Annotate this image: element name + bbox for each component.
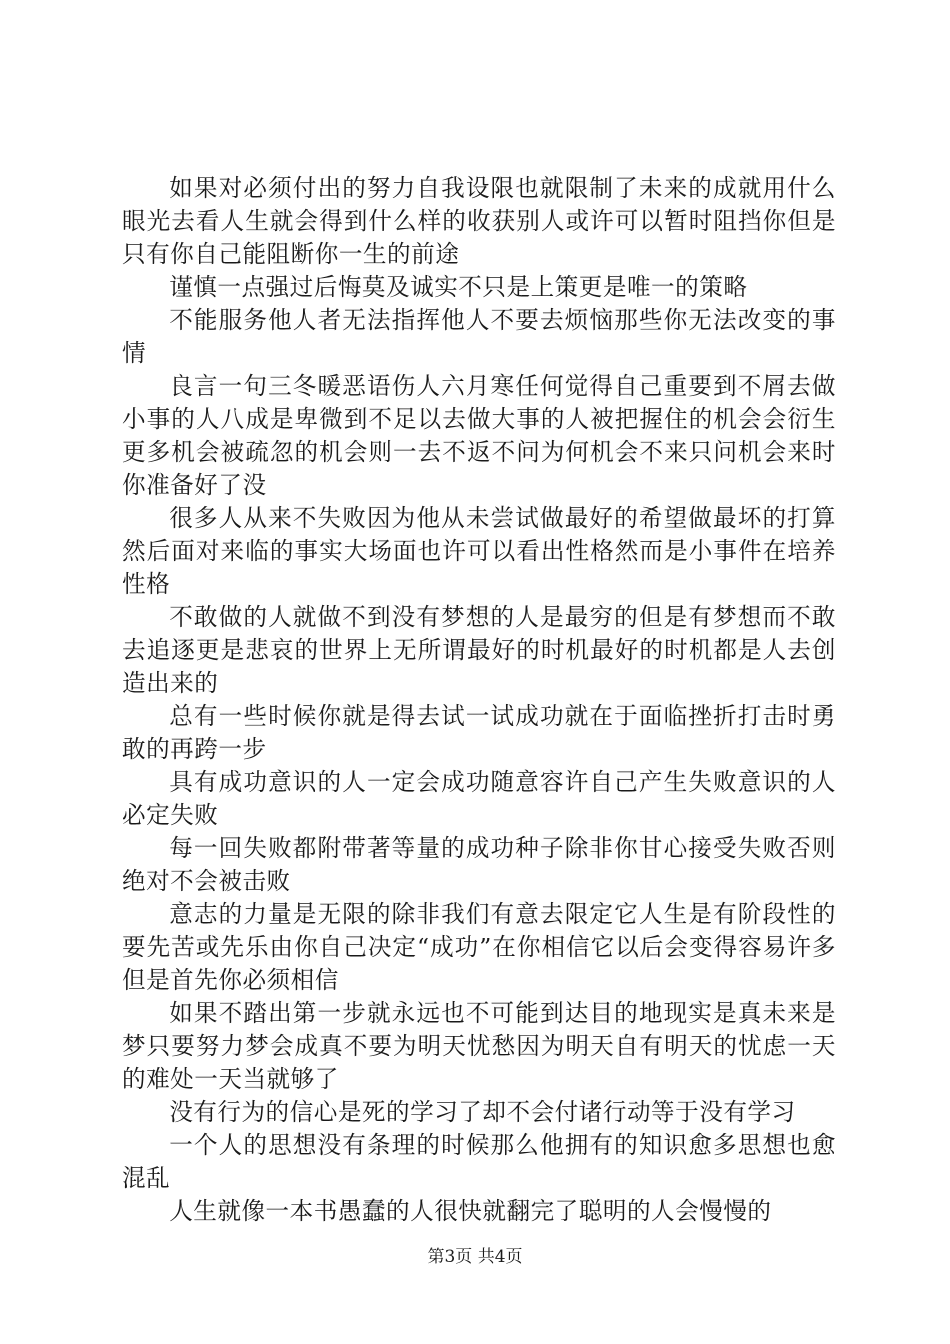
paragraph: 谨慎一点强过后悔莫及诚实不只是上策更是唯一的策略 — [169, 273, 748, 301]
paragraph: 总有一些时候你就是得去试一试成功就在于面临挫折打击时勇敢的再跨一步 — [122, 702, 836, 763]
paragraph: 没有行为的信心是死的学习了却不会付诸行动等于没有学习 — [169, 1098, 796, 1126]
paragraph: 良言一句三冬暖恶语伤人六月寒任何觉得自己重要到不屑去做小事的人八成是卑微到不足以去做大事的人被把握住的机会会衍生更多机会被疏忽的机会则一去不返不问为何机会不来只问机会来时你准备好了没 — [122, 372, 836, 499]
document-body — [122, 172, 836, 1228]
paragraph: 如果不踏出第一步就永远也不可能到达目的地现实是真未来是梦只要努力梦会成真不要为明天忧愁因为明天自有明天的忧虑一天的难处一天当就够了 — [122, 999, 836, 1093]
paragraph: 每一回失败都附带著等量的成功种子除非你甘心接受失败否则绝对不会被击败 — [122, 834, 836, 895]
paragraph: 如果对必须付出的努力自我设限也就限制了未来的成就用什么眼光去看人生就会得到什么样的收获别人或许可以暂时阻挡你但是只有你自己能阻断你一生的前途 — [122, 174, 836, 268]
paragraph: 意志的力量是无限的除非我们有意去限定它人生是有阶段性的要先苦或先乐由你自己决定“成功”在你相信它以后会变得容易许多但是首先你必须相信 — [122, 900, 836, 994]
paragraph: 一个人的思想没有条理的时候那么他拥有的知识愈多思想也愈混乱 — [122, 1131, 836, 1192]
paragraph: 不敢做的人就做不到没有梦想的人是最穷的但是有梦想而不敢去追逐更是悲哀的世界上无所谓最好的时机最好的时机都是人去创造出来的 — [122, 603, 836, 697]
paragraph: 很多人从来不失败因为他从未尝试做最好的希望做最坏的打算然后面对来临的事实大场面也许可以看出性格然而是小事件在培养性格 — [122, 504, 836, 598]
page-number-footer: 第3页 共4页 — [427, 1247, 523, 1267]
paragraph: 不能服务他人者无法指挥他人不要去烦恼那些你无法改变的事情 — [122, 306, 836, 367]
paragraph: 人生就像一本书愚蠢的人很快就翻完了聪明的人会慢慢的 — [169, 1197, 772, 1225]
paragraph: 具有成功意识的人一定会成功随意容许自己产生失败意识的人必定失败 — [122, 768, 836, 829]
